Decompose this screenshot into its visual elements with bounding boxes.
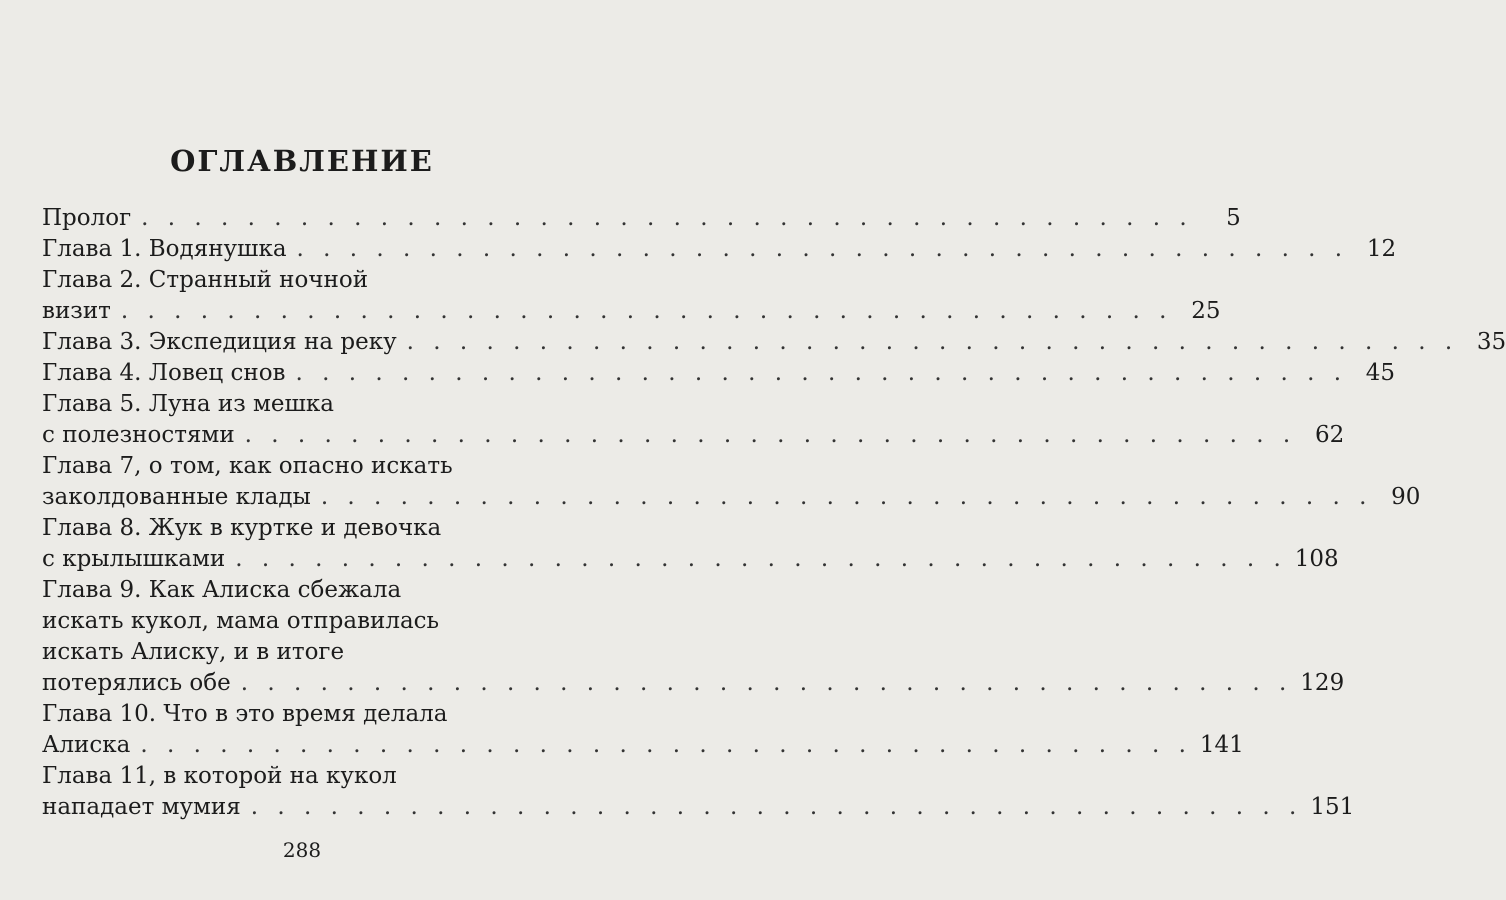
toc-page-number: 25 [1191, 298, 1221, 324]
toc-page-number: 108 [1294, 546, 1339, 572]
dot-leader: . . . . . . . . . . . . . . . . . . . . . . . . . . . . . . . . . . . . . . . . [250, 794, 1303, 820]
toc-entry-line [42, 668, 1345, 699]
dot-leader: . . . . . . . . . . . . . . . . . . . . . . . . . . . . . . . . . . . . . . . . [320, 484, 1373, 510]
toc-entry-line [42, 203, 1241, 234]
toc-entry [42, 389, 1345, 451]
toc-entry-text: с крылышками [42, 546, 226, 572]
toc-entry-line [42, 265, 572, 296]
dot-leader: . . . . . . . . . . . . . . . . . . . . . . . . . . . . . . . . . . . . . . . . [244, 422, 1297, 448]
toc-entry-text: визит [42, 298, 111, 324]
toc-entry [42, 327, 1506, 358]
toc-page-number: 62 [1314, 422, 1345, 448]
toc-entry-text: Глава 10. Что в это время делала [42, 701, 448, 727]
toc-entry-line [42, 234, 1397, 265]
toc-entry-text: с полезностями [42, 422, 235, 448]
toc-entry-line [42, 730, 1244, 761]
toc-entry-line [42, 451, 572, 482]
dot-leader: . . . . . . . . . . . . . . . . . . . . . . . . . . . . . . . . . . . . . . . . [296, 236, 1349, 262]
toc-page-number: 12 [1366, 236, 1397, 262]
toc-entry [42, 699, 1244, 761]
dot-leader: . . . . . . . . . . . . . . . . . . . . . . . . . . . . . . . . . . . . . . . . [240, 670, 1293, 696]
toc-entry-line [42, 761, 572, 792]
toc-entry-line [42, 544, 1339, 575]
toc-entry-line [42, 513, 572, 544]
dot-leader: . . . . . . . . . . . . . . . . . . . . . . . . . . . . . . . . . . . . . . . . [406, 329, 1459, 355]
toc-entry-text: Алиска [42, 732, 131, 758]
toc-entry-text: Глава 8. Жук в куртке и девочка [42, 515, 442, 541]
toc-entry-line [42, 358, 1396, 389]
toc-entry [42, 761, 1355, 823]
toc-page-number: 45 [1365, 360, 1396, 386]
toc-entry [42, 513, 1339, 575]
toc-entry [42, 203, 1241, 234]
toc-page-number: 90 [1391, 484, 1421, 510]
toc-entry-line [42, 575, 572, 606]
dot-leader: . . . . . . . . . . . . . . . . . . . . . . . . . . . . . . . . . . . . . . . . [295, 360, 1348, 386]
toc-entry-text: Глава 4. Ловец снов [42, 360, 286, 386]
dot-leader: . . . . . . . . . . . . . . . . . . . . . . . . . . . . . . . . . . . . . . . . [235, 546, 1287, 572]
toc-page-number: 129 [1300, 670, 1345, 696]
toc-entry-text: Глава 5. Луна из мешка [42, 391, 335, 417]
page-number: 288 [282, 838, 322, 862]
toc-entry-text: нападает мумия [42, 794, 241, 820]
toc-page-number: 141 [1199, 732, 1244, 758]
dot-leader: . . . . . . . . . . . . . . . . . . . . . . . . . . . . . . . . . . . . . . . . [140, 732, 1192, 758]
toc-entry-line [42, 637, 572, 668]
table-of-contents [42, 203, 1506, 823]
toc-entry [42, 575, 1345, 699]
toc-entry-text: искать Алиску, и в итоге [42, 639, 345, 665]
toc-page-number: 5 [1226, 205, 1241, 231]
toc-entry-text: Глава 2. Странный ночной [42, 267, 369, 293]
toc-entry [42, 234, 1397, 265]
toc-entry-line [42, 296, 1221, 327]
toc-page-number: 35 [1476, 329, 1506, 355]
dot-leader: . . . . . . . . . . . . . . . . . . . . . . . . . . . . . . . . . . . . . . . . [120, 298, 1173, 324]
toc-entry-line [42, 792, 1355, 823]
toc-entry [42, 358, 1396, 389]
toc-entry-line [42, 327, 1506, 358]
toc-entry-text: Глава 11, в которой на кукол [42, 763, 397, 789]
toc-page-number: 151 [1310, 794, 1355, 820]
toc-entry-line [42, 389, 572, 420]
toc-entry-text: Глава 9. Как Алиска сбежала [42, 577, 402, 603]
dot-leader: . . . . . . . . . . . . . . . . . . . . . . . . . . . . . . . . . . . . . . . . [141, 205, 1193, 231]
toc-entry-line [42, 699, 572, 730]
toc-entry-line [42, 606, 572, 637]
toc-entry-text: Глава 7, о том, как опасно искать [42, 453, 453, 479]
toc-entry [42, 451, 1421, 513]
toc-entry-text: искать кукол, мама отправилась [42, 608, 440, 634]
toc-entry-text: потерялись обе [42, 670, 231, 696]
toc-entry-text: Глава 3. Экспедиция на реку [42, 329, 397, 355]
toc-entry-line [42, 420, 1345, 451]
toc-entry-text: заколдованные клады [42, 484, 311, 510]
toc-entry-text: Глава 1. Водянушка [42, 236, 287, 262]
toc-entry [42, 265, 1221, 327]
toc-entry-line [42, 482, 1421, 513]
toc-entry-text: Пролог [42, 205, 132, 231]
page-title: ОГЛАВЛЕНИЕ [170, 144, 434, 178]
